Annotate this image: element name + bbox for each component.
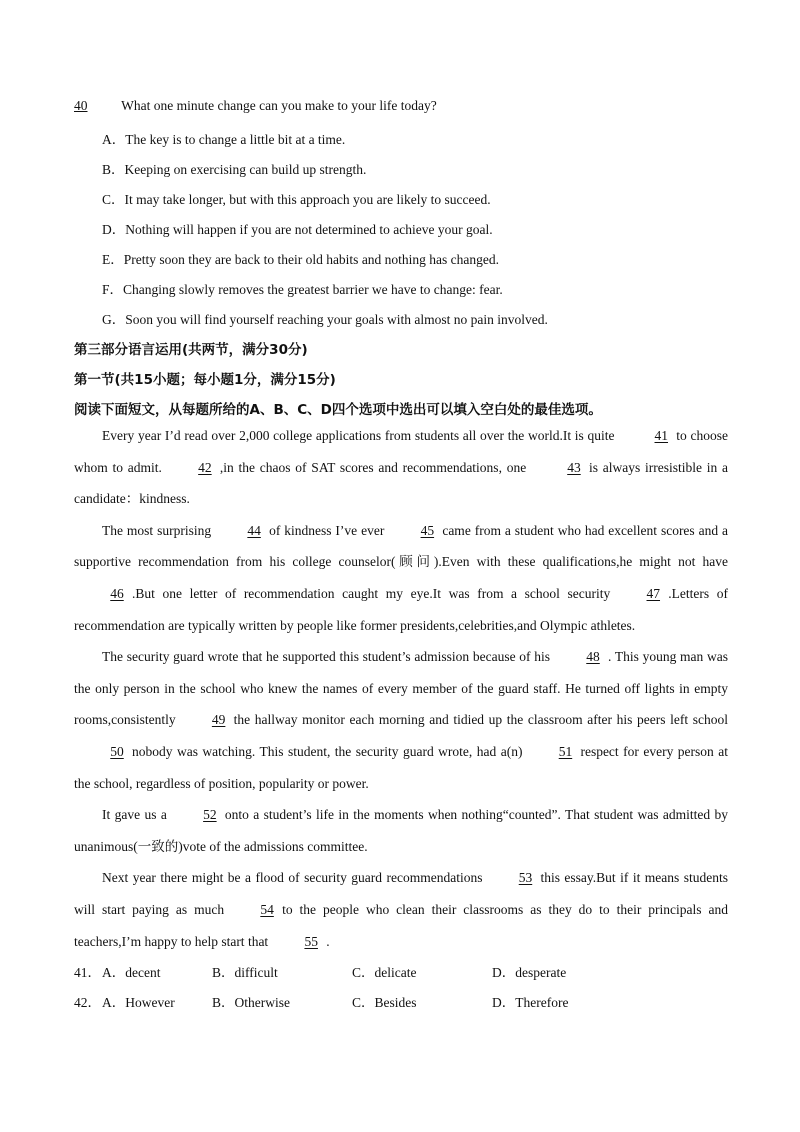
answer-choice-a: A．However	[102, 995, 175, 1010]
text: came from a student who had excellent scores and a supportive recommendation from his college counselor(顾问).Even with these qualifications,he might not have	[74, 522, 729, 570]
answer-choice-a: A．decent	[102, 965, 161, 980]
instruction: 阅读下面短文，从每题所给的A、B、C、D四个选项中选出可以填入空白处的最佳选项。	[74, 402, 602, 418]
blank-44: 44	[247, 522, 261, 538]
option-a: A．The key is to change a little bit at a time.	[102, 132, 346, 147]
answer-choice-c: C．Besides	[352, 995, 417, 1010]
blank-55: 55	[304, 933, 318, 949]
blank-47: 47	[646, 585, 661, 601]
text: is always irresistible in a candidate：kindness.	[74, 459, 728, 507]
text: . This young man was the only person in the school who knew the names of every member of the guard staff. He turned off lights in empty rooms,consistently	[74, 649, 729, 728]
blank-48: 48	[586, 649, 600, 665]
text: ,in the chaos of SAT scores and recommendations, one	[219, 459, 531, 475]
text: to the people who clean their classrooms as they do to their principals and teachers,I’m happy to help start that	[74, 901, 728, 949]
option-f: F．Changing slowly removes the greatest barrier we have to change: fear.	[102, 282, 503, 297]
blank-46: 46	[110, 585, 124, 601]
text: the hallway monitor each morning and tidied up the classroom after his peers left school	[233, 712, 728, 728]
text: to choose whom to admit.	[74, 428, 728, 475]
answer-choice-d: D．Therefore	[492, 995, 569, 1010]
subsection-title: 第一节(共15小题；每小题1分，满分15分)	[74, 372, 336, 388]
answer-choice-b: B．difficult	[212, 965, 278, 980]
question-40-stem	[74, 98, 437, 114]
text: Every year I’d read over 2,000 college applications from students all over the world.It is quite	[102, 428, 619, 443]
answer-number: 41．	[74, 965, 101, 980]
text: It gave us a	[102, 807, 167, 823]
paragraph-5	[74, 862, 728, 957]
option-g: G．Soon you will find yourself reaching your goals with almost no pain involved.	[102, 312, 548, 327]
text: Next year there might be a flood of security guard recommendations	[102, 870, 483, 886]
blank-42: 42	[198, 459, 212, 475]
option-b: B．Keeping on exercising can build up strength.	[102, 162, 367, 177]
text: onto a student’s life in the moments when nothing“counted”. That student was admitted by unanimous(一致的)vote of the admissions committee.	[74, 807, 728, 854]
paragraph-1	[74, 420, 728, 515]
blank-52: 52	[203, 807, 217, 823]
text: .Letters of recommendation are typically written by people like former presidents,celebrities,and Olympic athletes.	[74, 585, 728, 633]
blank-49: 49	[211, 712, 226, 728]
text: .	[326, 933, 330, 949]
blank-43: 43	[567, 459, 581, 475]
answer-choice-c: C．delicate	[352, 965, 417, 980]
text: of kindness I’ve ever	[269, 522, 385, 538]
blank-51: 51	[558, 743, 573, 759]
text: The security guard wrote that he supported this student’s admission because of his	[102, 649, 551, 665]
answer-choice-d: D．desperate	[492, 965, 567, 980]
section-title: 第三部分语言运用(共两节，满分30分)	[74, 342, 308, 358]
paragraph-2	[74, 515, 728, 641]
text: .But one letter of recommendation caught my eye.It was from a school security	[132, 585, 611, 601]
blank-54: 54	[260, 901, 274, 917]
paragraph-4	[74, 799, 728, 862]
answer-choice-b: B．Otherwise	[212, 995, 290, 1010]
cloze-passage	[74, 420, 728, 957]
blank-50: 50	[110, 743, 124, 759]
question-number: 40	[74, 98, 88, 113]
text: nobody was watching. This student, the security guard wrote, had a(n)	[132, 743, 523, 759]
option-e: E．Pretty soon they are back to their old habits and nothing has changed.	[102, 252, 500, 267]
question-stem-text: What one minute change can you make to your life today?	[121, 98, 437, 113]
text: respect for every person at the school, regardless of position, popularity or power.	[74, 743, 728, 791]
answer-number: 42．	[74, 995, 101, 1010]
text: The most surprising	[102, 522, 212, 538]
text: this essay.But if it means students will start paying as much	[74, 870, 728, 917]
option-d: D．Nothing will happen if you are not determined to achieve your goal.	[102, 222, 493, 237]
blank-41: 41	[654, 428, 669, 443]
blank-45: 45	[420, 522, 435, 538]
paragraph-3	[74, 641, 728, 799]
option-c: C．It may take longer, but with this approach you are likely to succeed.	[102, 192, 491, 207]
blank-53: 53	[518, 870, 533, 886]
